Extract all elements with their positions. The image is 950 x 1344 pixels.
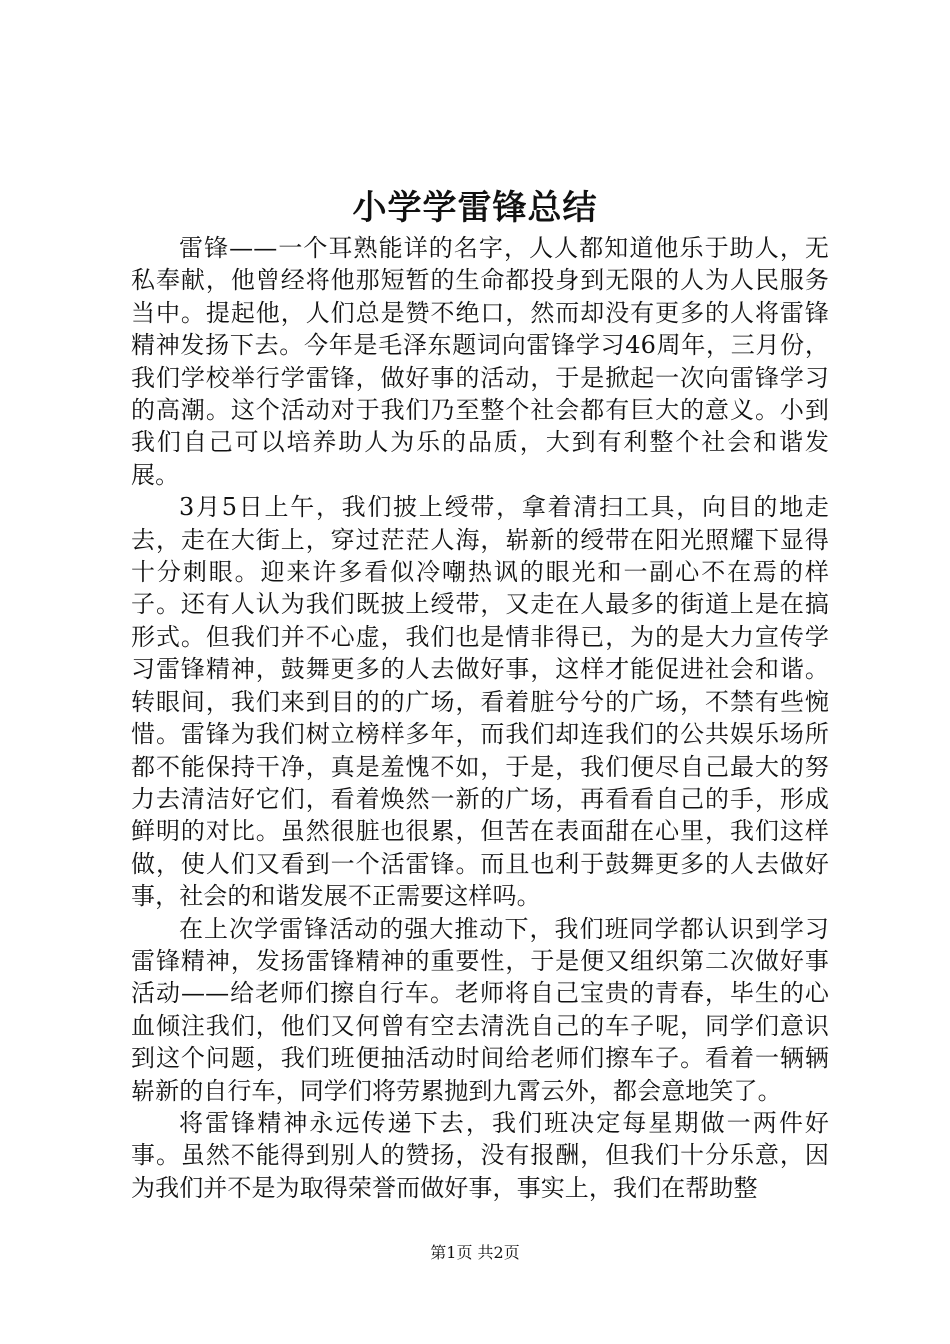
paragraph: 雷锋——一个耳熟能详的名字，人人都知道他乐于助人，无私奉献，他曾经将他那短暂的生命都投身到无限的人为人民服务当中。提起他，人们总是赞不绝口，然而却没有更多的人将雷锋精神发扬下去。今年是毛泽东题词向雷锋学习46周年，三月份，我们学校举行学雷锋，做好事的活动，于是掀起一次向雷锋学习的高潮。这个活动对于我们乃至整个社会都有巨大的意义。小到我们自己可以培养助人为乐的品质，大到有利整个社会和谐发展。 — [131, 234, 829, 489]
paragraph: 3月5日上午，我们披上绶带，拿着清扫工具，向目的地走去，走在大街上，穿过茫茫人海，崭新的绶带在阳光照耀下显得十分刺眼。迎来许多看似冷嘲热讽的眼光和一副心不在焉的样子。还有人认为我们既披上绶带，又走在人最多的街道上是在搞形式。但我们并不心虚，我们也是情非得已，为的是大力宣传学习雷锋精神，鼓舞更多的人去做好事，这样才能促进社会和谐。转眼间，我们来到目的的广场，看着脏兮兮的广场，不禁有些惋惜。雷锋为我们树立榜样多年，而我们却连我们的公共娱乐场所都不能保持干净，真是羞愧不如，于是，我们便尽自己最大的努力去清洁好它们，看着焕然一新的广场，再看看自己的手，形成鲜明的对比。虽然很脏也很累，但苦在表面甜在心里，我们这样做，使人们又看到一个活雷锋。而且也利于鼓舞更多的人去做好事，社会的和谐发展不正需要这样吗。 — [131, 493, 829, 911]
page-footer: 第1页 共2页 — [430, 1243, 520, 1262]
paragraph: 将雷锋精神永远传递下去，我们班决定每星期做一两件好事。虽然不能得到别人的赞扬，没有报酬，但我们十分乐意，因为我们并不是为取得荣誉而做好事，事实上，我们在帮助整 — [131, 1108, 829, 1202]
paragraph: 在上次学雷锋活动的强大推动下，我们班同学都认识到学习雷锋精神，发扬雷锋精神的重要性，于是便又组织第二次做好事活动——给老师们擦自行车。老师将自己宝贵的青春，毕生的心血倾注我们，他们又何曾有空去清洗自己的车子呢，同学们意识到这个问题，我们班便抽活动时间给老师们擦车子。看着一辆辆崭新的自行车，同学们将劳累抛到九霄云外，都会意地笑了。 — [131, 914, 829, 1105]
document-body — [131, 232, 829, 1204]
document-title: 小学学雷锋总结 — [352, 188, 598, 228]
